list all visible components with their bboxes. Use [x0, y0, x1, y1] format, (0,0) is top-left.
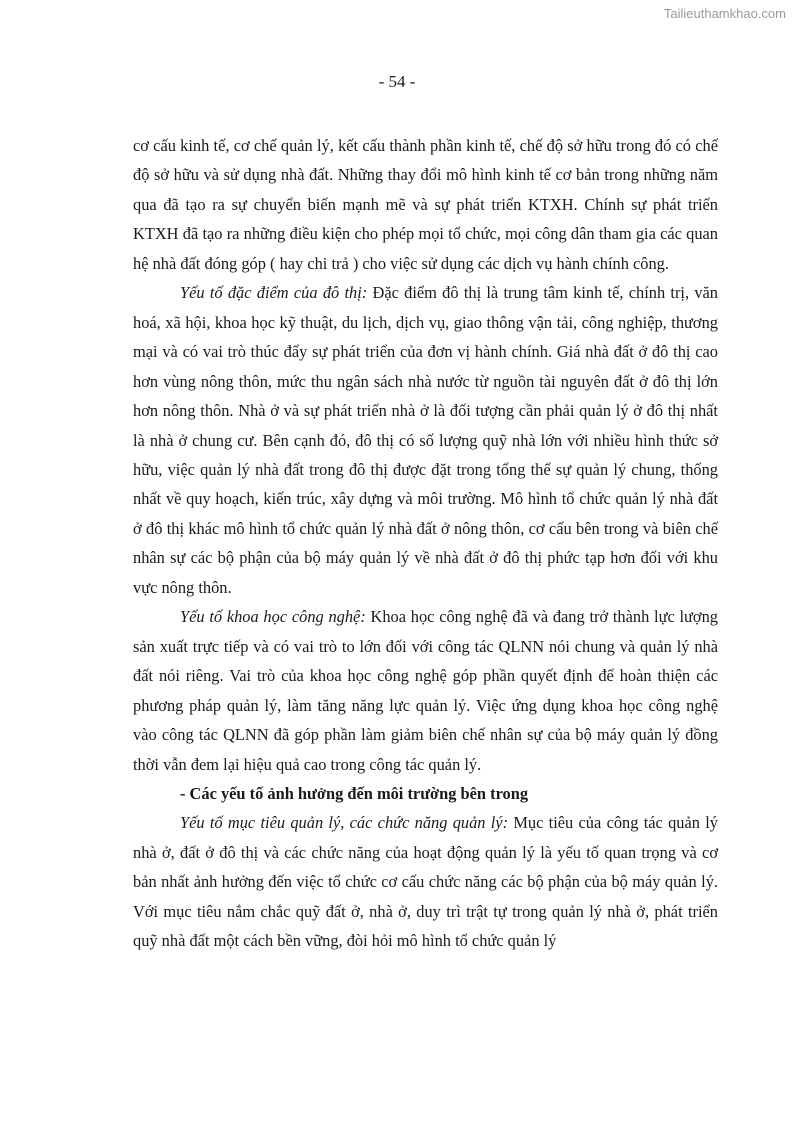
- paragraph-management-goals: [133, 808, 718, 955]
- paragraph-lead-goals: Yếu tố mục tiêu quản lý, các chức năng quản lý:: [180, 813, 509, 833]
- paragraph-lead-science: Yếu tố khoa học công nghệ:: [180, 607, 366, 627]
- paragraph-text-goals: Mục tiêu của công tác quản lý nhà ở, đất ở đô thị và các chức năng của hoạt động quản lý là yếu tố quan trọng và cơ bản nhất ảnh hưởng đến việc tổ chức cơ cấu chức năng các bộ phận của bộ máy quản lý. Với mục tiêu nắm chắc quỹ đất ở, nhà ở, duy trì trật tự trong quản lý nhà ở, phát triển quỹ nhà đất một cách bền vững, đòi hỏi mô hình tổ chức quản lý: [133, 813, 718, 951]
- paragraph-text-urban: Đặc điểm đô thị là trung tâm kinh tế, chính trị, văn hoá, xã hội, khoa học kỹ thuật, du lịch, dịch vụ, giao thông vận tải, công nghiệp, thương mại và có vai trò thúc đẩy sự phát triển của đơn vị hành chính. Giá nhà đất ở đô thị cao hơn vùng nông thôn, mức thu ngân sách nhà nước từ nguồn tài nguyên đất ở đô thị lớn hơn nông thôn. Nhà ở và sự phát triển nhà ở là đối tượng cần phải quản lý ở đô thị nhất là nhà ở chung cư. Bên cạnh đó, đô thị có số lượng quỹ nhà lớn với nhiều hình thức sở hữu, việc quản lý nhà đất trong đô thị được đặt trong tổng thể sự quản lý chung, thống nhất về quy hoạch, kiến trúc, xây dựng và môi trường. Mô hình tổ chức quản lý nhà đất ở đô thị khác mô hình tổ chức quản lý nhà đất ở nông thôn, cơ cấu bên trong và biên chế nhân sự các bộ phận của bộ máy quản lý về nhà đất ở đô thị phức tạp hơn đối với khu vực nông thôn.: [133, 283, 719, 597]
- watermark: Tailieuthamkhao.com: [663, 6, 786, 21]
- paragraph-economic-structure: cơ cấu kinh tế, cơ chế quản lý, kết cấu thành phần kinh tế, chế độ sở hữu trong đó có chế độ sở hữu và sử dụng nhà đất. Những thay đổi mô hình kinh tế cơ bản trong những năm qua đã tạo ra sự chuyển biến mạnh mẽ và sự phát triển KTXH. Chính sự phát triển KTXH đã tạo ra những điều kiện cho phép mọi tổ chức, mọi công dân tham gia các quan hệ nhà đất đóng góp ( hay chi trả ) cho việc sử dụng các dịch vụ hành chính công.: [133, 136, 718, 273]
- paragraph-lead-urban: Yếu tố đặc điểm của đô thị:: [180, 283, 368, 303]
- paragraph-science-technology: [133, 602, 718, 779]
- section-heading-internal-factors: - Các yếu tố ảnh hưởng đến môi trường bên trong: [180, 783, 529, 803]
- document-body: [133, 131, 718, 956]
- page-number: - 54 -: [378, 72, 416, 91]
- paragraph-text-science: Khoa học công nghệ đã và đang trở thành lực lượng sản xuất trực tiếp và có vai trò to lớn đối với công tác QLNN nói chung và quản lý nhà đất nói riêng. Vai trò của khoa học công nghệ góp phần quyết định để hoàn thiện các phương pháp quản lý, làm tăng năng lực quản lý. Việc ứng dụng khoa học công nghệ vào công tác QLNN đã góp phần làm giảm biên chế nhân sự của bộ máy quản lý đồng thời vẫn đem lại hiệu quả cao trong công tác quản lý.: [133, 607, 718, 774]
- paragraph-urban-characteristics: [133, 278, 718, 602]
